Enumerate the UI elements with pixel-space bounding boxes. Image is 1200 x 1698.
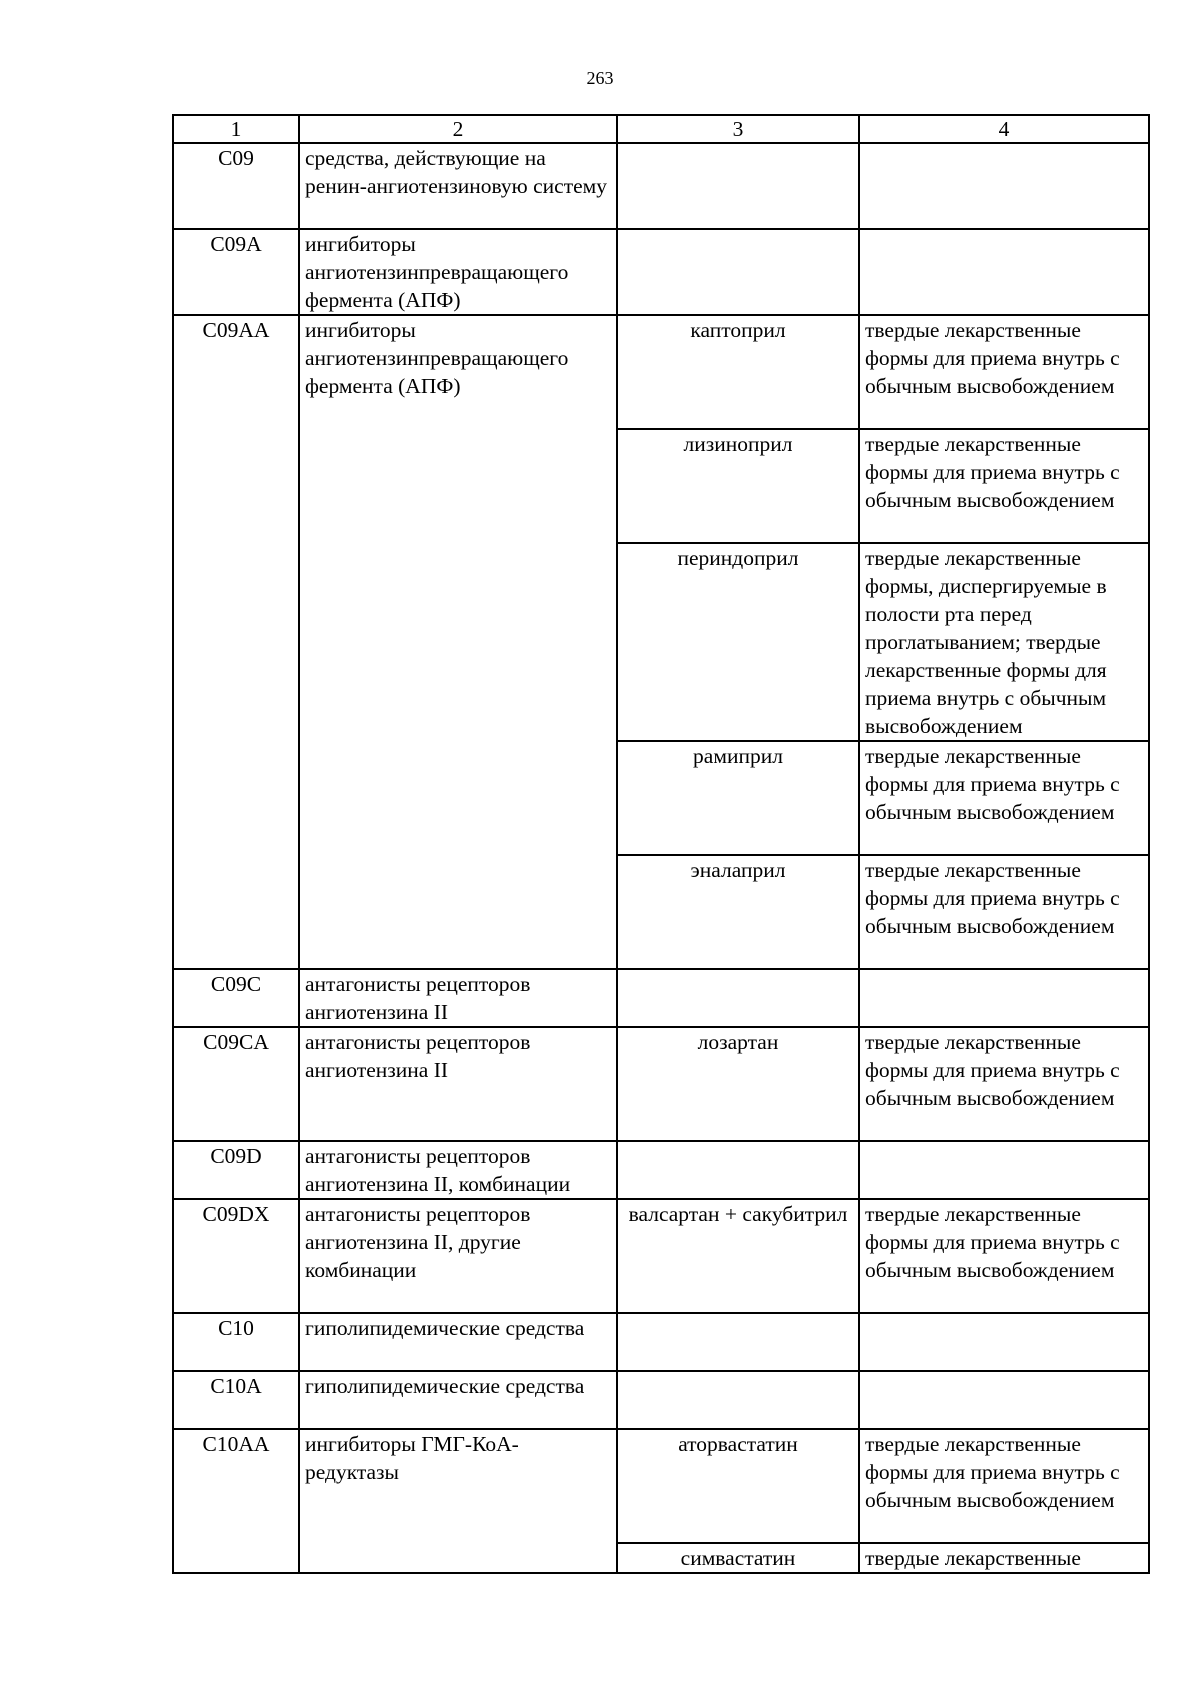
table-row <box>173 1141 1149 1199</box>
dosage-form <box>859 969 1149 1027</box>
atc-name: антагонисты рецепторов ангиотензина II <box>299 1027 617 1141</box>
dosage-form: твердые лекарственные формы для приема внутрь с обычным высвобождением <box>859 315 1149 429</box>
atc-code: C09A <box>173 229 299 315</box>
drug-inn <box>617 143 859 229</box>
page-number: 263 <box>586 68 614 88</box>
dosage-form <box>859 1141 1149 1199</box>
table-header-row <box>173 115 1149 143</box>
drug-inn: периндоприл <box>617 543 859 741</box>
dosage-form: твердые лекарственные формы для приема внутрь с обычным высвобождением <box>859 1199 1149 1313</box>
atc-code: C09C <box>173 969 299 1027</box>
dosage-form: твердые лекарственные формы для приема внутрь с обычным высвобождением <box>859 855 1149 969</box>
atc-name: средства, действующие на ренин-ангиотензиновую систему <box>299 143 617 229</box>
drug-inn: лизиноприл <box>617 429 859 543</box>
header-col-2: 2 <box>299 115 617 143</box>
atc-code: C10 <box>173 1313 299 1371</box>
atc-code: C09AA <box>173 315 299 969</box>
atc-name: антагонисты рецепторов ангиотензина II, другие комбинации <box>299 1199 617 1313</box>
drug-inn <box>617 229 859 315</box>
dosage-form: твердые лекарственные формы для приема внутрь с обычным высвобождением <box>859 741 1149 855</box>
header-col-1: 1 <box>173 115 299 143</box>
dosage-form: твердые лекарственные формы, диспергируемые в полости рта перед проглатыванием; твердые лекарственные формы для приема внутрь с обычным высвобождением <box>859 543 1149 741</box>
atc-code: C09CA <box>173 1027 299 1141</box>
drug-inn: каптоприл <box>617 315 859 429</box>
header-col-4: 4 <box>859 115 1149 143</box>
drug-list-table <box>172 114 1150 1574</box>
table-row <box>173 143 1149 229</box>
dosage-form: твердые лекарственные формы для приема внутрь с обычным высвобождением <box>859 429 1149 543</box>
atc-code: C10A <box>173 1371 299 1429</box>
atc-name: ингибиторы ангиотензинпревращающего фермента (АПФ) <box>299 315 617 969</box>
atc-name: антагонисты рецепторов ангиотензина II, комбинации <box>299 1141 617 1199</box>
drug-inn: эналаприл <box>617 855 859 969</box>
atc-code: C09DX <box>173 1199 299 1313</box>
table-row <box>173 1371 1149 1429</box>
atc-name: гиполипидемические средства <box>299 1371 617 1429</box>
dosage-form <box>859 1313 1149 1371</box>
drug-inn: рамиприл <box>617 741 859 855</box>
table-row <box>173 969 1149 1027</box>
table-row <box>173 1429 1149 1543</box>
table-row <box>173 229 1149 315</box>
atc-name: антагонисты рецепторов ангиотензина II <box>299 969 617 1027</box>
drug-inn: лозартан <box>617 1027 859 1141</box>
dosage-form: твердые лекарственные <box>859 1543 1149 1573</box>
atc-code: C10AA <box>173 1429 299 1573</box>
drug-inn <box>617 1313 859 1371</box>
atc-name: ингибиторы ГМГ-КоА-редуктазы <box>299 1429 617 1573</box>
drug-inn: валсартан + сакубитрил <box>617 1199 859 1313</box>
header-col-3: 3 <box>617 115 859 143</box>
dosage-form <box>859 1371 1149 1429</box>
drug-inn <box>617 1371 859 1429</box>
atc-code: C09D <box>173 1141 299 1199</box>
dosage-form <box>859 229 1149 315</box>
drug-inn: симвастатин <box>617 1543 859 1573</box>
atc-name: ингибиторы ангиотензинпревращающего фермента (АПФ) <box>299 229 617 315</box>
drug-inn: аторвастатин <box>617 1429 859 1543</box>
table-row <box>173 1199 1149 1313</box>
atc-code: C09 <box>173 143 299 229</box>
dosage-form <box>859 143 1149 229</box>
table-row <box>173 1027 1149 1141</box>
drug-inn <box>617 1141 859 1199</box>
drug-inn <box>617 969 859 1027</box>
table-row <box>173 1313 1149 1371</box>
table-row <box>173 315 1149 429</box>
atc-name: гиполипидемические средства <box>299 1313 617 1371</box>
dosage-form: твердые лекарственные формы для приема внутрь с обычным высвобождением <box>859 1429 1149 1543</box>
dosage-form: твердые лекарственные формы для приема внутрь с обычным высвобождением <box>859 1027 1149 1141</box>
